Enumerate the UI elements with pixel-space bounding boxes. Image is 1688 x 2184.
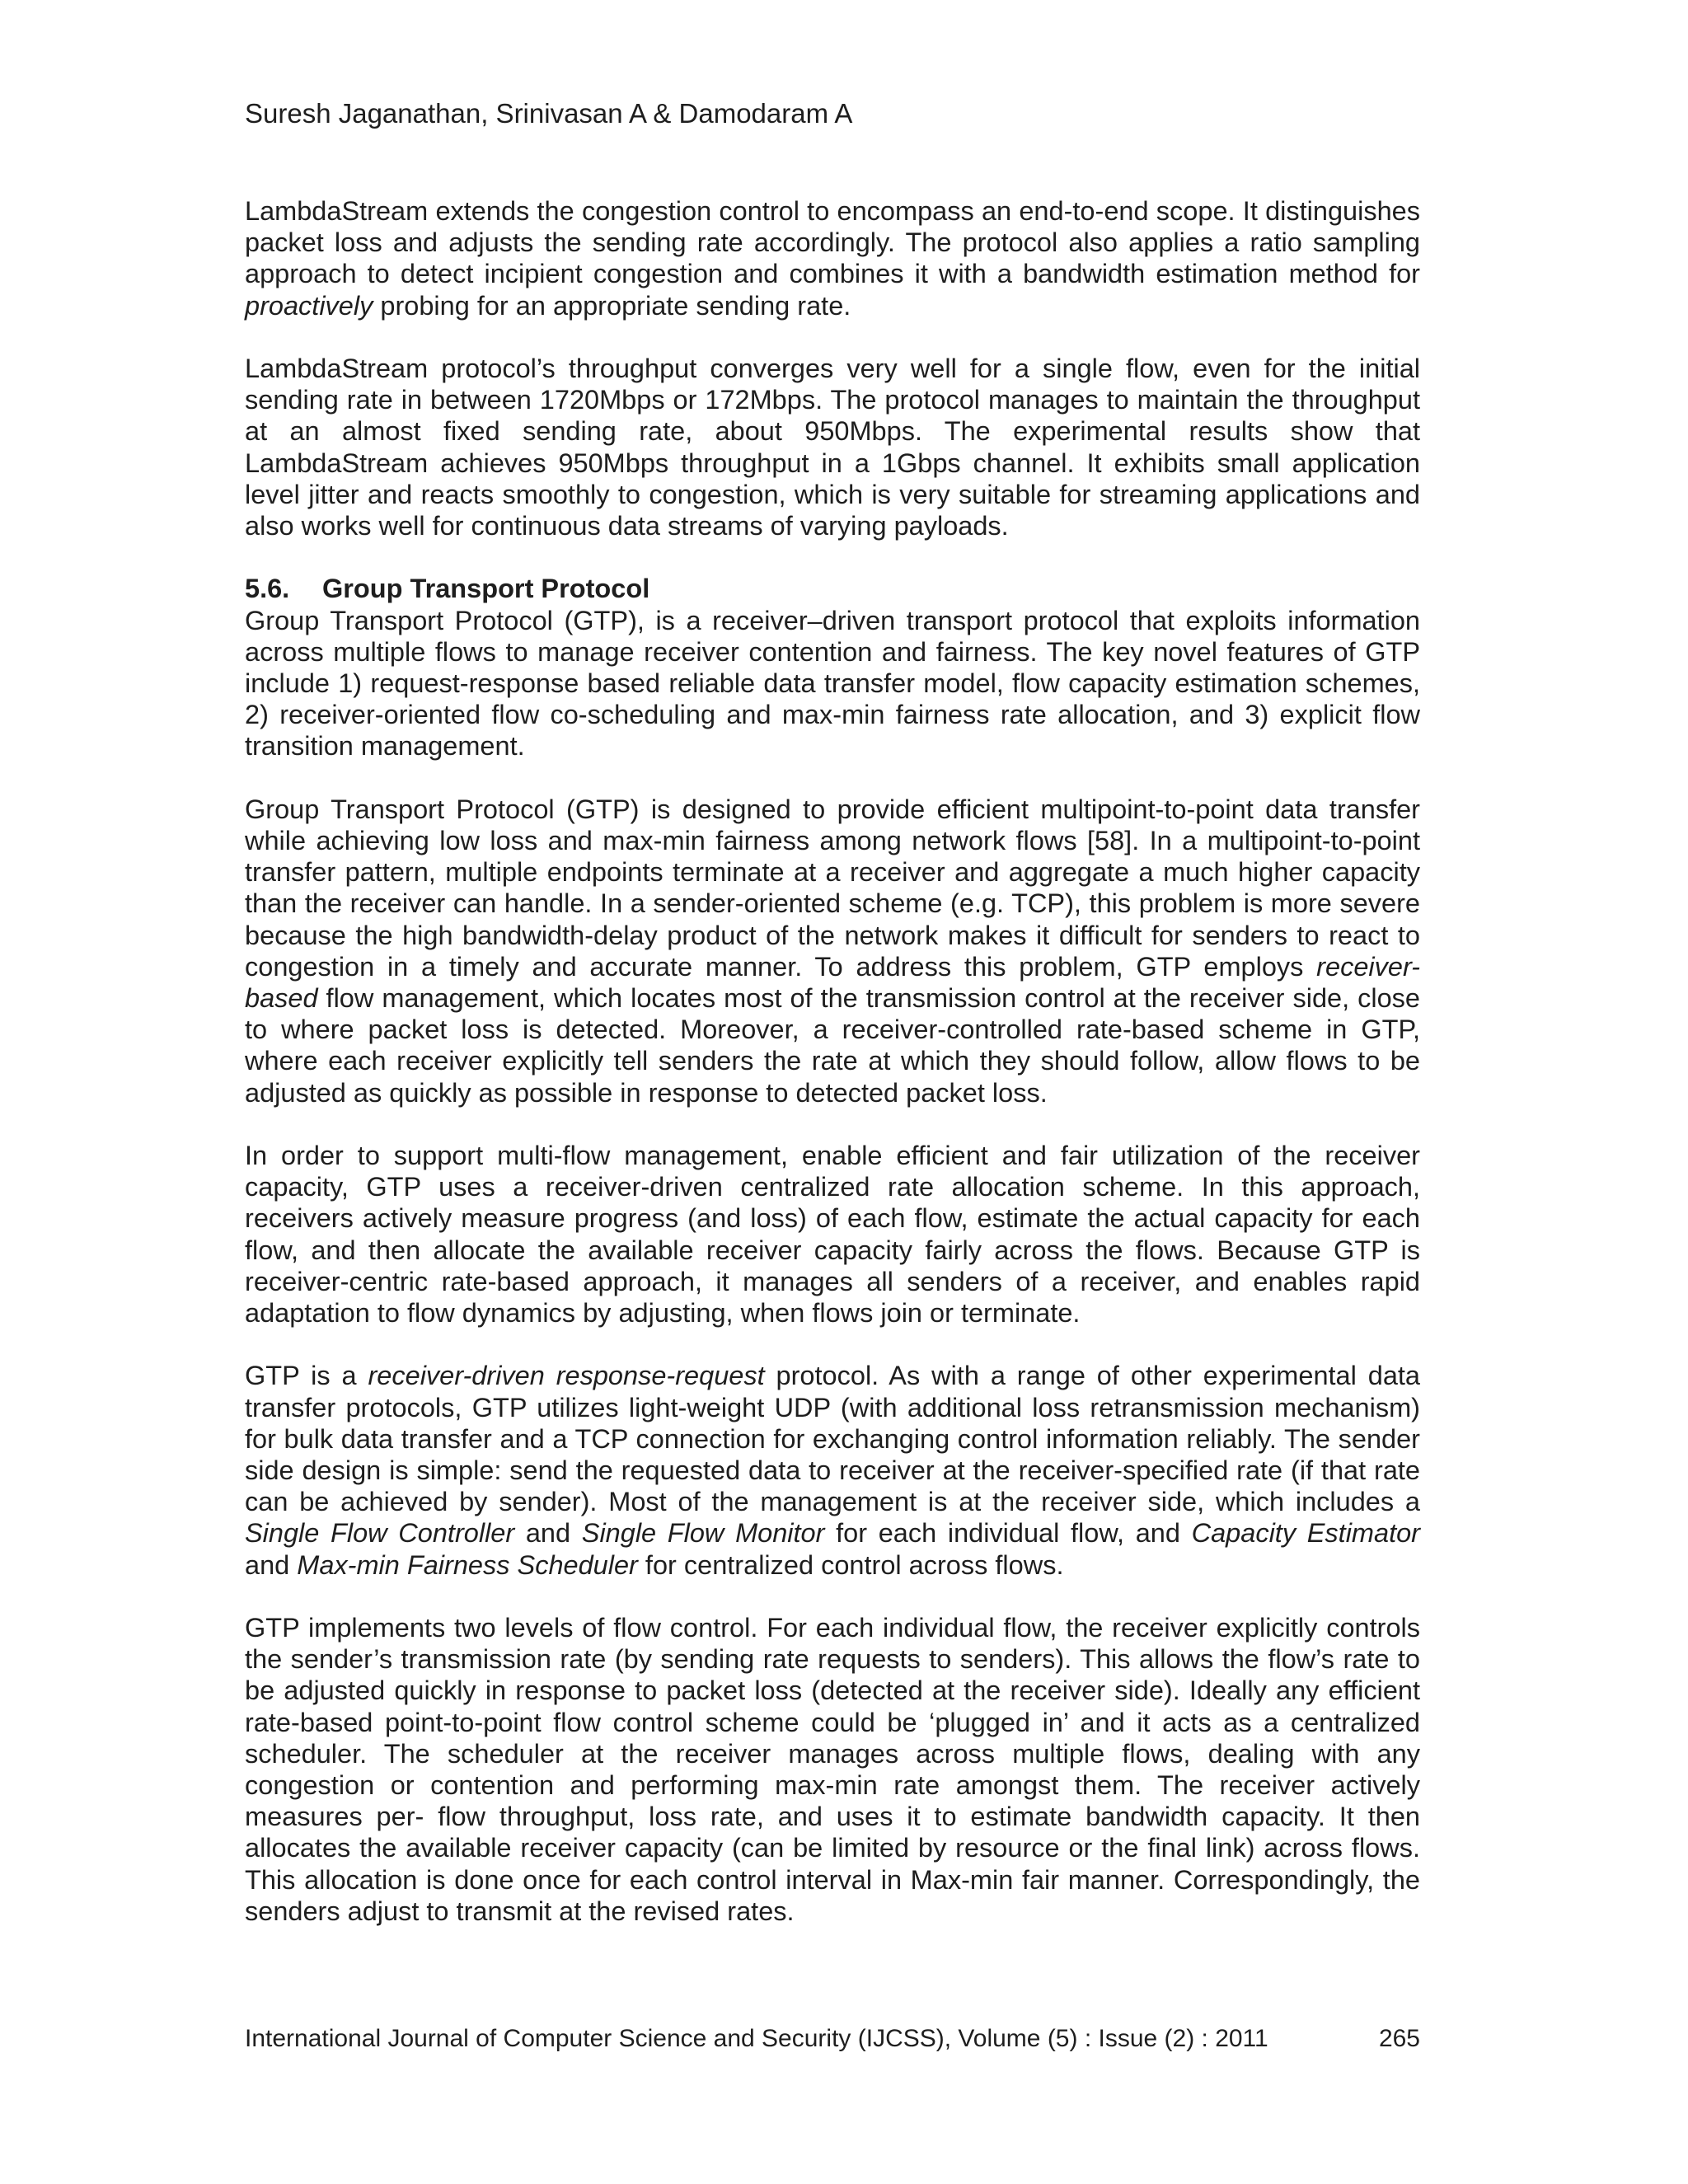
body-text: [245, 195, 1420, 1927]
section-heading: [245, 573, 1420, 604]
italic-term-receiver-based: receiver-based: [245, 951, 1420, 1014]
paragraph-lambdastream-congestion: [245, 195, 1420, 321]
italic-term-max-min-scheduler: Max-min Fairness Scheduler: [297, 1549, 638, 1580]
text-run: for centralized control across flows.: [637, 1549, 1064, 1580]
text-run: protocol. As with a range of other experimental data transfer protocols, GTP utilizes light-weight UDP (with additional loss retransmission mechanism) for bulk data transfer and a TCP connection for exchanging control information reliably. The sender side design is simple: send the requested data to receiver at the receiver-specified rate (if that rate can be achieved by sender). Most of the management is at the receiver side, which includes a: [245, 1361, 1421, 1517]
paragraph-lambdastream-throughput: LambdaStream protocol’s throughput converges very well for a single flow, even for the initial sending rate in between 1720Mbps or 172Mbps. The protocol manages to maintain the throughput at an almost fixed sending rate, about 950Mbps. The experimental results show that LambdaStream achieves 950Mbps throughput in a 1Gbps channel. It exhibits small application level jitter and reacts smoothly to congestion, which is very suitable for streaming applications and also works well for continuous data streams of varying payloads.: [245, 354, 1420, 541]
italic-term-capacity-estimator: Capacity Estimator: [1191, 1518, 1420, 1549]
italic-term-single-flow-monitor: Single Flow Monitor: [581, 1518, 825, 1549]
paragraph-gtp-design: [245, 794, 1420, 1108]
text-run: LambdaStream extends the congestion control to encompass an end-to-end scope. It distinguishes packet loss and adjusts the sending rate accordingly. The protocol also applies a ratio sampling approach to detect incipient congestion and combines it with a bandwidth estimation method for: [245, 196, 1420, 289]
text-run: GTP is a: [245, 1361, 368, 1391]
italic-term-single-flow-controller: Single Flow Controller: [245, 1518, 515, 1549]
section-title: Group Transport Protocol: [322, 574, 650, 604]
text-run: for each individual flow, and: [824, 1518, 1192, 1549]
italic-term-proactively: proactively: [245, 290, 373, 321]
running-header-authors: Suresh Jaganathan, Srinivasan A & Damodaram A: [245, 98, 853, 129]
text-run: and: [514, 1518, 582, 1549]
paragraph-gtp-multiflow: In order to support multi-flow management, enable efficient and fair utilization of the receiver capacity, GTP uses a receiver-driven centralized rate allocation scheme. In this approach, receivers actively measure progress (and loss) of each flow, estimate the actual capacity for each flow, and then allocate the available receiver capacity fairly across the flows. Because GTP is receiver-centric rate-based approach, it manages all senders of a receiver, and enables rapid adaptation to flow dynamics by adjusting, when flows join or terminate.: [245, 1141, 1420, 1329]
page-number: 265: [1378, 2025, 1420, 2052]
paragraph-gtp-intro: Group Transport Protocol (GTP), is a receiver–driven transport protocol that exploits information across multiple flows to manage receiver contention and fairness. The key novel features of GTP include 1) request-response based reliable data transfer model, flow capacity estimation schemes, 2) receiver-oriented flow co-scheduling and max-min fairness rate allocation, and 3) explicit flow transition management.: [245, 605, 1420, 762]
section-number: 5.6.: [245, 574, 290, 604]
text-run: and: [245, 1549, 298, 1580]
italic-term-receiver-driven: receiver-driven response-request: [368, 1361, 765, 1391]
text-run: Group Transport Protocol (GTP) is designed to provide efficient multipoint-to-point data transfer while achieving low loss and max-min fairness among network flows [58]. In a multipoint-to-point transfer pattern, multiple endpoints terminate at a receiver and aggregate a much higher capacity than the receiver can handle. In a sender-oriented scheme (e.g. TCP), this problem is more severe because the high bandwidth-delay product of the network makes it difficult for senders to react to congestion in a timely and accurate manner. To address this problem, GTP employs: [245, 794, 1420, 982]
paragraph-gtp-protocol: [245, 1360, 1420, 1580]
text-run: flow management, which locates most of the transmission control at the receiver side, close to where packet loss is detected. Moreover, a receiver-controlled rate-based scheme in GTP, where each receiver explicitly tell senders the rate at which they should follow, allow flows to be adjusted as quickly as possible in response to detected packet loss.: [245, 983, 1420, 1108]
footer-journal-citation: International Journal of Computer Science and Security (IJCSS), Volume (5) : Issue (2) : 2011: [245, 2025, 1268, 2052]
paragraph-gtp-flow-control: GTP implements two levels of flow control. For each individual flow, the receiver explicitly controls the sender’s transmission rate (by sending rate requests to senders). This allows the flow’s rate to be adjusted quickly in response to packet loss (detected at the receiver side). Ideally any efficient rate-based point-to-point flow control scheme could be ‘plugged in’ and it acts as a centralized scheduler. The scheduler at the receiver manages across multiple flows, dealing with any congestion or contention and performing max-min rate amongst them. The receiver actively measures per- flow throughput, loss rate, and uses it to estimate bandwidth capacity. It then allocates the available receiver capacity (can be limited by resource or the final link) across flows. This allocation is done once for each control interval in Max-min fair manner. Correspondingly, the senders adjust to transmit at the revised rates.: [245, 1613, 1420, 1926]
text-run: probing for an appropriate sending rate.: [373, 290, 851, 321]
